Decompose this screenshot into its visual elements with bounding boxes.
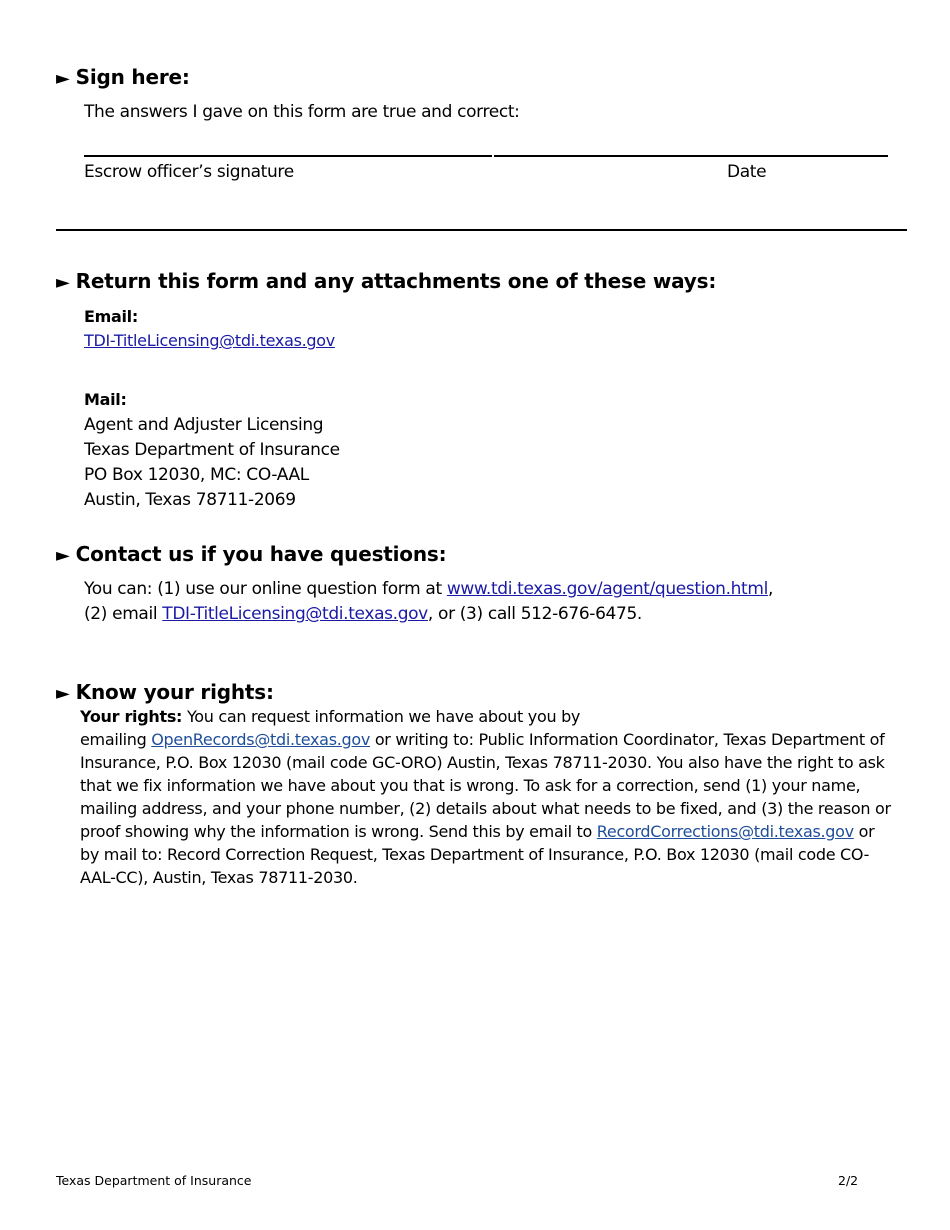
contact-line-1 <box>84 578 773 600</box>
contact-line-2-suffix: , or (3) call 512-676-6475. <box>427 604 642 624</box>
rights-text-2: emailing <box>80 730 152 749</box>
rights-text-4: or by mail to: Record Correction Request, Texas Department of Insurance, P.O. Box 12030 (mail code CO-AAL-CC), Austin, Texas 78711-2030. <box>80 822 875 887</box>
section-divider <box>56 229 907 231</box>
footer-org: Texas Department of Insurance <box>56 1173 252 1188</box>
contact-heading-text: Contact us if you have questions: <box>75 542 447 566</box>
signature-label: Escrow officer’s signature <box>84 162 294 182</box>
triangle-right-icon: ► <box>56 545 70 566</box>
contact-line-1-suffix: , <box>767 579 774 599</box>
rights-text-1: You can request information we have about you by <box>182 707 581 726</box>
triangle-right-icon: ► <box>56 272 70 293</box>
sign-here-heading <box>56 65 190 91</box>
sign-statement: The answers I gave on this form are true and correct: <box>84 102 520 122</box>
mail-line: Austin, Texas 78711-2069 <box>84 490 296 510</box>
mail-label: Mail: <box>84 390 127 409</box>
mail-line: Agent and Adjuster Licensing <box>84 415 324 435</box>
return-email-link[interactable]: TDI-TitleLicensing@tdi.texas.gov <box>84 331 335 350</box>
contact-email-link[interactable]: TDI-TitleLicensing@tdi.texas.gov <box>162 604 428 624</box>
contact-line-2 <box>84 603 642 625</box>
rights-heading <box>56 680 274 706</box>
mail-line: Texas Department of Insurance <box>84 440 340 460</box>
question-form-link[interactable]: www.tdi.texas.gov/agent/question.html <box>446 579 768 599</box>
rights-paragraph <box>80 705 895 889</box>
triangle-right-icon: ► <box>56 68 70 89</box>
triangle-right-icon: ► <box>56 683 70 704</box>
rights-heading-text: Know your rights: <box>75 680 274 704</box>
open-records-link[interactable]: OpenRecords@tdi.texas.gov <box>151 730 371 749</box>
contact-line-1-prefix: You can: (1) use our online question form at <box>84 579 447 599</box>
contact-heading <box>56 542 446 568</box>
record-corrections-link[interactable]: RecordCorrections@tdi.texas.gov <box>596 822 854 841</box>
mail-address <box>84 413 340 513</box>
email-label: Email: <box>84 307 138 326</box>
signature-line[interactable] <box>84 155 492 157</box>
footer-page-number: 2/2 <box>838 1173 859 1188</box>
rights-label: Your rights: <box>80 707 183 726</box>
return-heading-text: Return this form and any attachments one of these ways: <box>75 269 717 293</box>
contact-line-2-prefix: (2) email <box>84 604 163 624</box>
return-heading <box>56 269 716 295</box>
sign-here-heading-text: Sign here: <box>75 65 190 89</box>
mail-line: PO Box 12030, MC: CO-AAL <box>84 465 309 485</box>
rights-text-3: or writing to: Public Information Coordinator, Texas Department of Insurance, P.O. Box 12030 (mail code GC-ORO) Austin, Texas 78711-2030. You also have the right to ask that we fix information we have about you that is wrong. To ask for a correction, send (1) your name, mailing address, and your phone number, (2) details about what needs to be fixed, and (3) the reason or proof showing why the information is wrong. Send this by email to <box>80 730 891 841</box>
date-label: Date <box>727 162 767 182</box>
date-line[interactable] <box>494 155 888 157</box>
